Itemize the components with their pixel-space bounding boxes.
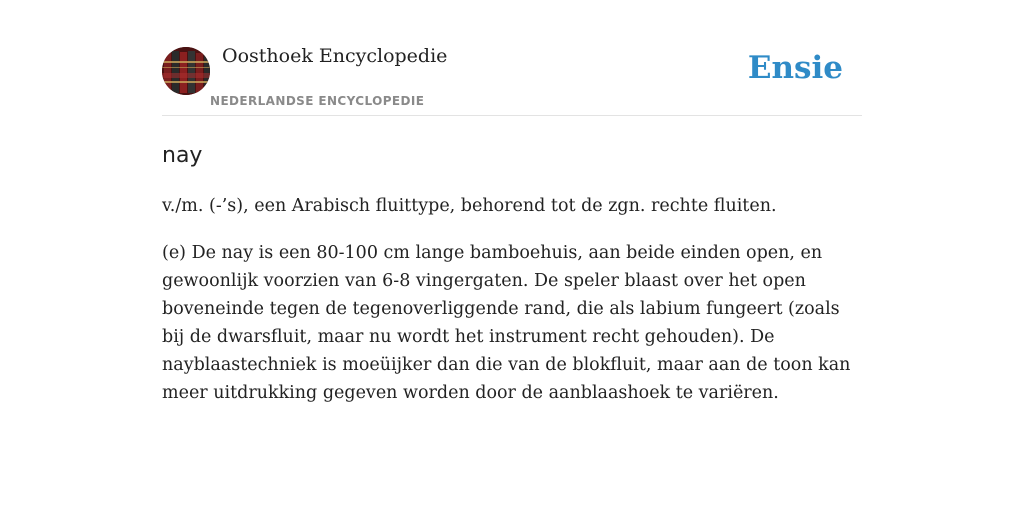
ensie-logo-link[interactable]: Ensie bbox=[747, 50, 843, 86]
source-header bbox=[162, 0, 862, 116]
encyclopedia-books-icon[interactable] bbox=[162, 47, 210, 95]
content-container bbox=[162, 0, 862, 407]
source-subtitle: NEDERLANDSE ENCYCLOPEDIE bbox=[210, 94, 425, 108]
source-title[interactable]: Oosthoek Encyclopedie bbox=[222, 45, 448, 67]
entry-description: (e) De nay is een 80-100 cm lange bamboehuis, aan beide einden open, en gewoonlijk voorzien van 6-8 vingergaten. De speler blaast over het open boveneinde tegen de tegenoverliggende rand, die als labium fungeert (zoals bij de dwarsfluit, maar nu wordt het instrument recht gehouden). De nayblaastechniek is moeüijker dan die van de blokfluit, maar aan de toon kan meer uitdrukking gegeven worden door de aanblaashoek te variëren. bbox=[162, 243, 851, 403]
entry-definition: v./m. (-’s), een Arabisch fluittype, behorend tot de zgn. rechte fluiten. bbox=[162, 196, 777, 216]
entry-term: nay bbox=[162, 143, 203, 168]
